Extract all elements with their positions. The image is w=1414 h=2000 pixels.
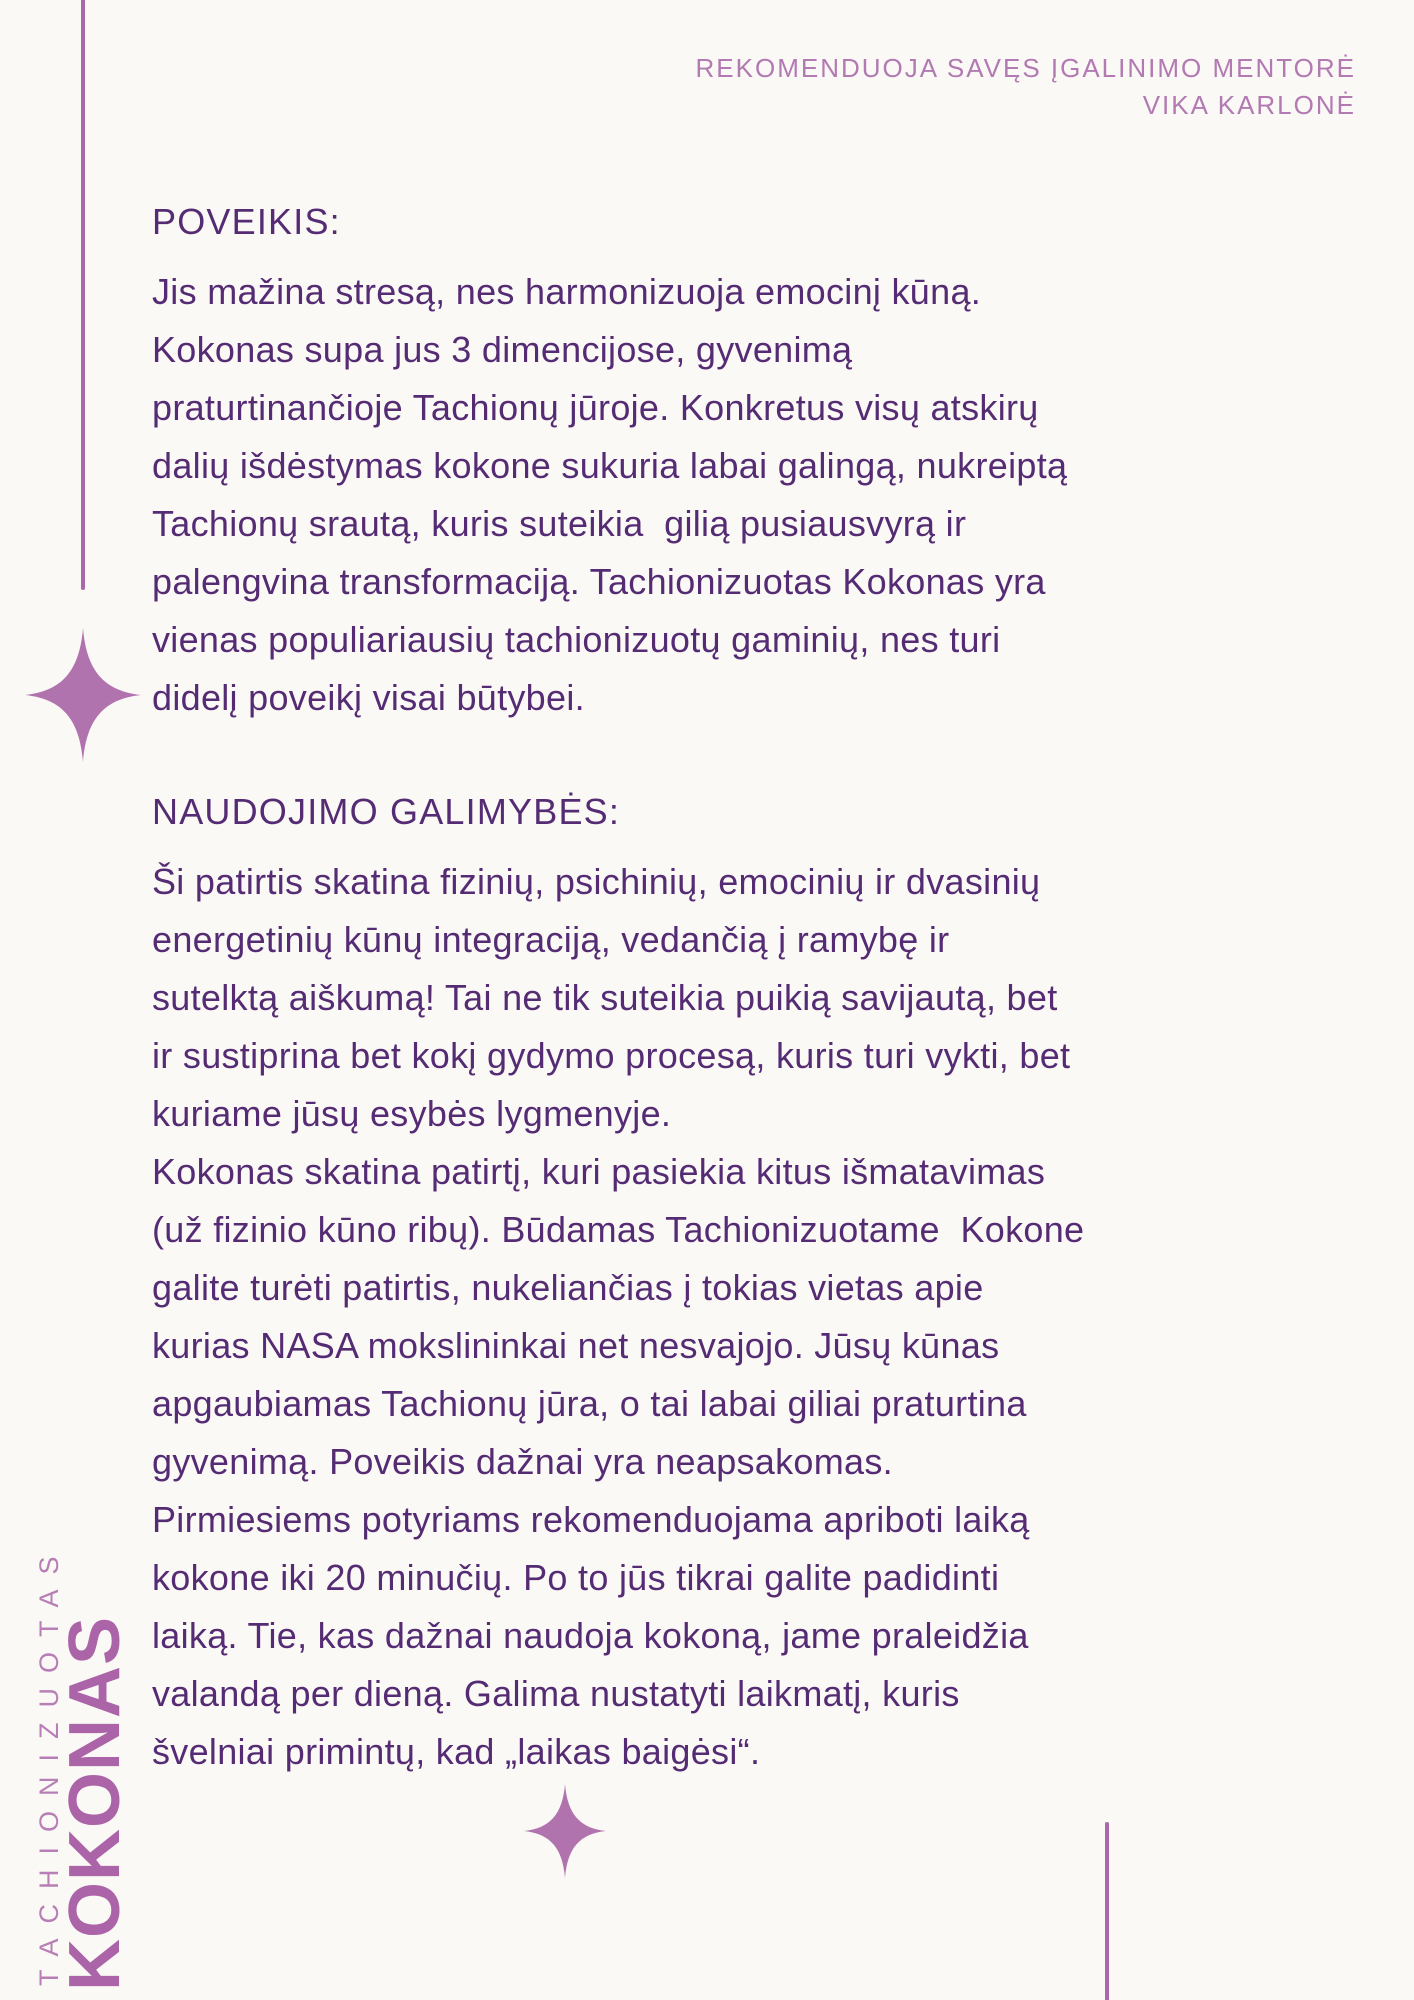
- text-line: energetinių kūnų integraciją, vedančią į ramybę ir: [152, 919, 950, 960]
- vertical-line-bottom-right: [1105, 1822, 1109, 2000]
- section-heading: POVEIKIS:: [152, 201, 341, 242]
- text-line: vienas populiariausių tachionizuotų gaminių, nes turi: [152, 619, 1001, 660]
- section-heading: NAUDOJIMO GALIMYBĖS:: [152, 791, 621, 832]
- text-line: galite turėti patirtis, nukeliančias į tokias vietas apie: [152, 1267, 984, 1308]
- vertical-line-top-left: [81, 0, 85, 590]
- text-line: gyvenimą. Poveikis dažnai yra neapsakomas.: [152, 1441, 893, 1482]
- section-body: [152, 853, 1342, 1781]
- section-body: [152, 263, 1342, 727]
- text-line: Kokonas skatina patirtį, kuri pasiekia kitus išmatavimas: [152, 1151, 1046, 1192]
- text-line: Ši patirtis skatina fizinių, psichinių, emocinių ir dvasinių: [152, 861, 1041, 902]
- sparkle-icon: [524, 1784, 606, 1878]
- text-line: švelniai primintų, kad „laikas baigėsi“.: [152, 1731, 761, 1772]
- text-line: praturtinančioje Tachionų jūroje. Konkretus visų atskirų: [152, 387, 1039, 428]
- section-naudojimo-galimybes: [152, 783, 1342, 1781]
- text-line: laiką. Tie, kas dažnai naudoja kokoną, jame praleidžia: [152, 1615, 1029, 1656]
- text-line: kuriame jūsų esybės lygmenyje.: [152, 1093, 672, 1134]
- section-poveikis: [152, 193, 1342, 727]
- text-line: kurias NASA mokslininkai net nesvajojo. Jūsų kūnas: [152, 1325, 1000, 1366]
- header-credit-line1: REKOMENDUOJA SAVĘS ĮGALINIMO MENTORĖ: [695, 53, 1356, 83]
- text-line: Jis mažina stresą, nes harmonizuoja emocinį kūną.: [152, 271, 982, 312]
- text-line: kokone iki 20 minučių. Po to jūs tikrai galite padidinti: [152, 1557, 1000, 1598]
- header-credit: [696, 50, 1356, 124]
- header-credit-line2: VIKA KARLONĖ: [1142, 90, 1356, 120]
- text-line: ir sustiprina bet kokį gydymo procesą, kuris turi vykti, bet: [152, 1035, 1071, 1076]
- text-line: dalių išdėstymas kokone sukuria labai galingą, nukreiptą: [152, 445, 1068, 486]
- text-line: Pirmiesiems potyriams rekomenduojama apriboti laiką: [152, 1499, 1030, 1540]
- spine-product-line-label: TACHIONIZUOTAS: [34, 1541, 64, 1986]
- text-line: palengvina transformaciją. Tachionizuotas Kokonas yra: [152, 561, 1046, 602]
- text-line: apgaubiamas Tachionų jūra, o tai labai giliai praturtina: [152, 1383, 1027, 1424]
- text-line: Tachionų srautą, kuris suteikia gilią pusiausvyrą ir: [152, 503, 967, 544]
- text-line: sutelktą aiškumą! Tai ne tik suteikia puikią savijautą, bet: [152, 977, 1058, 1018]
- spine-product-name-label: KOKONAS: [55, 1615, 135, 1991]
- text-line: (už fizinio kūno ribų). Būdamas Tachionizuotame Kokone: [152, 1209, 1085, 1250]
- text-line: Kokonas supa jus 3 dimencijose, gyvenimą: [152, 329, 853, 370]
- text-line: valandą per dieną. Galima nustatyti laikmatį, kuris: [152, 1673, 960, 1714]
- sparkle-icon: [25, 628, 141, 762]
- text-line: didelį poveikį visai būtybei.: [152, 677, 585, 718]
